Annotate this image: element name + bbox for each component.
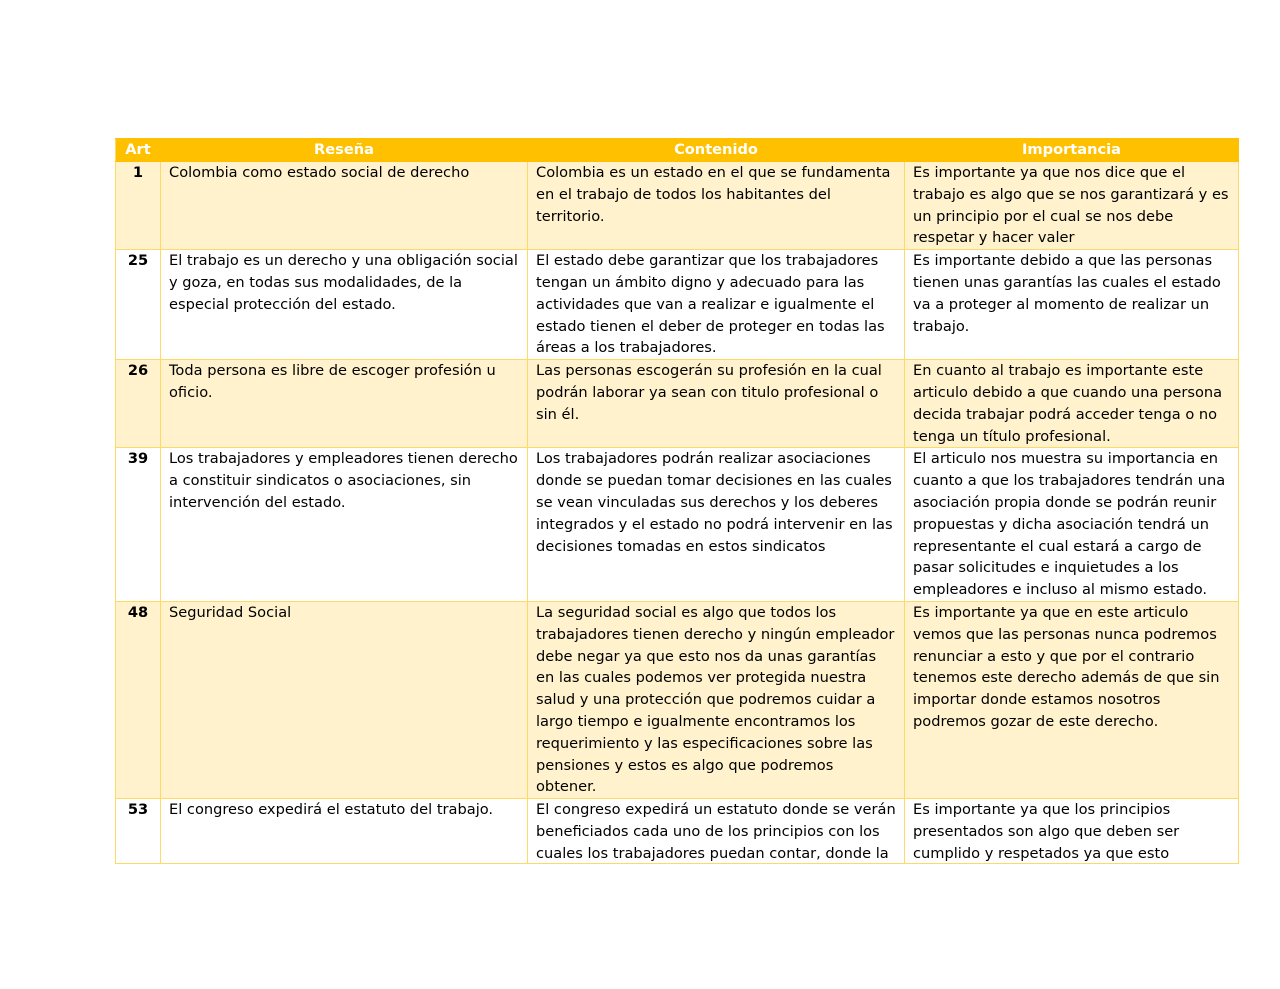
table-row (116, 601, 1239, 798)
header-art: Art (116, 139, 161, 162)
table-row (116, 448, 1239, 602)
table-row (116, 799, 1239, 864)
article-number (116, 799, 161, 864)
contenido-cell: El estado debe garantizar que los trabajadores tengan un ámbito digno y adecuado para las actividades que van a realizar e igualmente el estado tienen el deber de proteger en todas las áreas a los trabajadores. (528, 250, 905, 360)
importancia-cell (905, 799, 1239, 864)
contenido-cell: La seguridad social es algo que todos los trabajadores tienen derecho y ningún empleador debe negar ya que esto nos da unas garantías en las cuales podemos ver protegida nuestra salud y una protección que podremos cuidar a largo tiempo e igualmente encontramos los requerimiento y las especificaciones sobre las pensiones y estos es algo que podremos obtener. (528, 601, 905, 798)
resena-cell: Colombia como estado social de derecho (161, 162, 528, 250)
resena-cell: El trabajo es un derecho y una obligación social y goza, en todas sus modalidades, de la especial protección del estado. (161, 250, 528, 360)
importancia-cell: En cuanto al trabajo es importante este articulo debido a que cuando una persona decida trabajar podrá acceder tenga o no tenga un título profesional. (905, 360, 1239, 448)
resena-cell (161, 799, 528, 864)
article-number: 48 (116, 601, 161, 798)
article-number: 26 (116, 360, 161, 448)
header-resena: Reseña (161, 139, 528, 162)
importancia-cell: Es importante ya que en este articulo vemos que las personas nunca podremos renunciar a esto y que por el contrario tenemos este derecho además de que sin importar donde estamos nosotros podremos gozar de este derecho. (905, 601, 1239, 798)
article-number: 39 (116, 448, 161, 602)
importancia-text: Es importante ya que los principios presentados son algo que deben ser cumplido y respetados ya que esto (913, 801, 1180, 862)
resena-cell: Los trabajadores y empleadores tienen derecho a constituir sindicatos o asociaciones, sin intervención del estado. (161, 448, 528, 602)
contenido-cell: Las personas escogerán su profesión en la cual podrán laborar ya sean con titulo profesional o sin él. (528, 360, 905, 448)
articles-table (115, 138, 1239, 864)
resena-cell: Toda persona es libre de escoger profesión u oficio. (161, 360, 528, 448)
article-number: 1 (116, 162, 161, 250)
resena-cell: Seguridad Social (161, 601, 528, 798)
header-contenido: Contenido (528, 139, 905, 162)
importancia-cell: Es importante debido a que las personas tienen unas garantías las cuales el estado va a proteger al momento de realizar un trabajo. (905, 250, 1239, 360)
table-row (116, 162, 1239, 250)
importancia-cell: El articulo nos muestra su importancia en cuanto a que los trabajadores tendrán una asociación propia donde se podrán reunir propuestas y dicha asociación tendrá un representante el cual estará a cargo de pasar solicitudes e inquietudes a los empleadores e incluso al mismo estado. (905, 448, 1239, 602)
contenido-cell: Los trabajadores podrán realizar asociaciones donde se puedan tomar decisiones en las cuales se vean vinculadas sus derechos y los deberes integrados y el estado no podrá intervenir en las decisiones tomadas en estos sindicatos (528, 448, 905, 602)
resena-text: El congreso expedirá el estatuto del trabajo. (169, 801, 494, 819)
header-importancia: Importancia (905, 139, 1239, 162)
contenido-cell (528, 799, 905, 864)
contenido-text: El congreso expedirá un estatuto donde se verán beneficiados cada uno de los principios con los cuales los trabajadores puedan contar, donde la (536, 801, 896, 862)
table-row (116, 360, 1239, 448)
table-row (116, 250, 1239, 360)
article-number: 25 (116, 250, 161, 360)
table-header-row (116, 139, 1239, 162)
contenido-cell: Colombia es un estado en el que se fundamenta en el trabajo de todos los habitantes del territorio. (528, 162, 905, 250)
article-number-text: 53 (127, 801, 149, 819)
importancia-cell: Es importante ya que nos dice que el trabajo es algo que se nos garantizará y es un principio por el cual se nos debe respetar y hacer valer (905, 162, 1239, 250)
